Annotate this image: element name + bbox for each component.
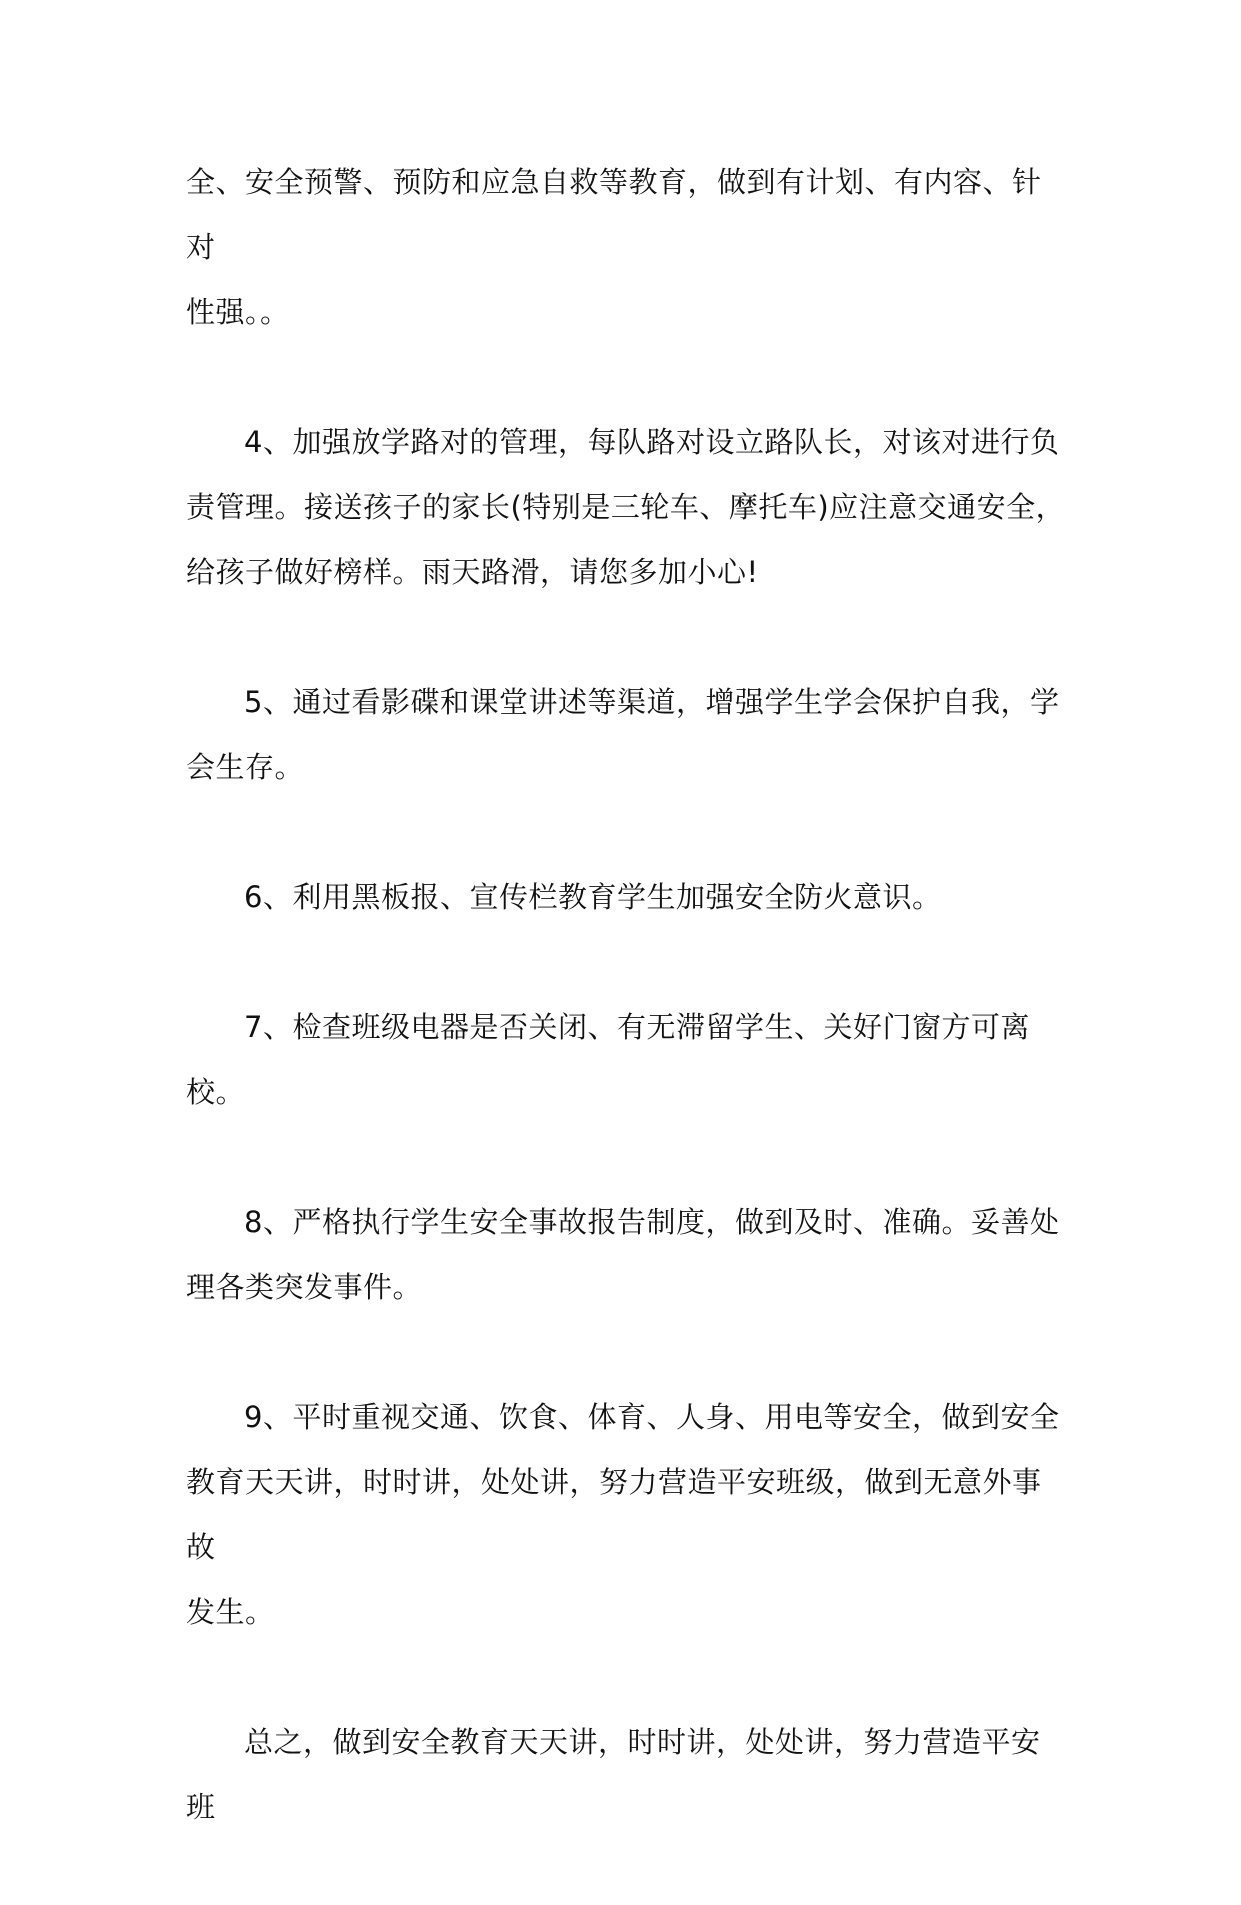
paragraph-item-6: 6、利用黑板报、宣传栏教育学生加强安全防火意识。 <box>244 880 942 914</box>
paragraph-item-8: 8、严格执行学生安全事故报告制度，做到及时、准确。妥善处 理各类突发事件。 <box>186 1205 1060 1304</box>
paragraph-continued: 全、安全预警、预防和应急自救等教育，做到有计划、有内容、针对 性强。。 <box>186 165 1042 329</box>
paragraph-item-7: 7、检查班级电器是否关闭、有无滞留学生、关好门窗方可离校。 <box>186 1010 1030 1109</box>
paragraph-summary: 总之，做到安全教育天天讲，时时讲，处处讲，努力营造平安班 <box>186 1725 1041 1824</box>
paragraph-item-5: 5、通过看影碟和课堂讲述等渠道，增强学生学会保护自我，学 会生存。 <box>186 685 1060 784</box>
paragraph-item-4: 4、加强放学路对的管理，每队路对设立路队长，对该对进行负 责管理。接送孩子的家长(特别是三轮车、摩托车)应注意交通安全， 给孩子做好榜样。雨天路滑，请您多加小心! <box>186 425 1066 589</box>
document-body <box>186 150 1066 1905</box>
paragraph-item-9: 9、平时重视交通、饮食、体育、人身、用电等安全，做到安全 教育天天讲，时时讲，处处讲，努力营造平安班级，做到无意外事故 发生。 <box>186 1400 1060 1629</box>
